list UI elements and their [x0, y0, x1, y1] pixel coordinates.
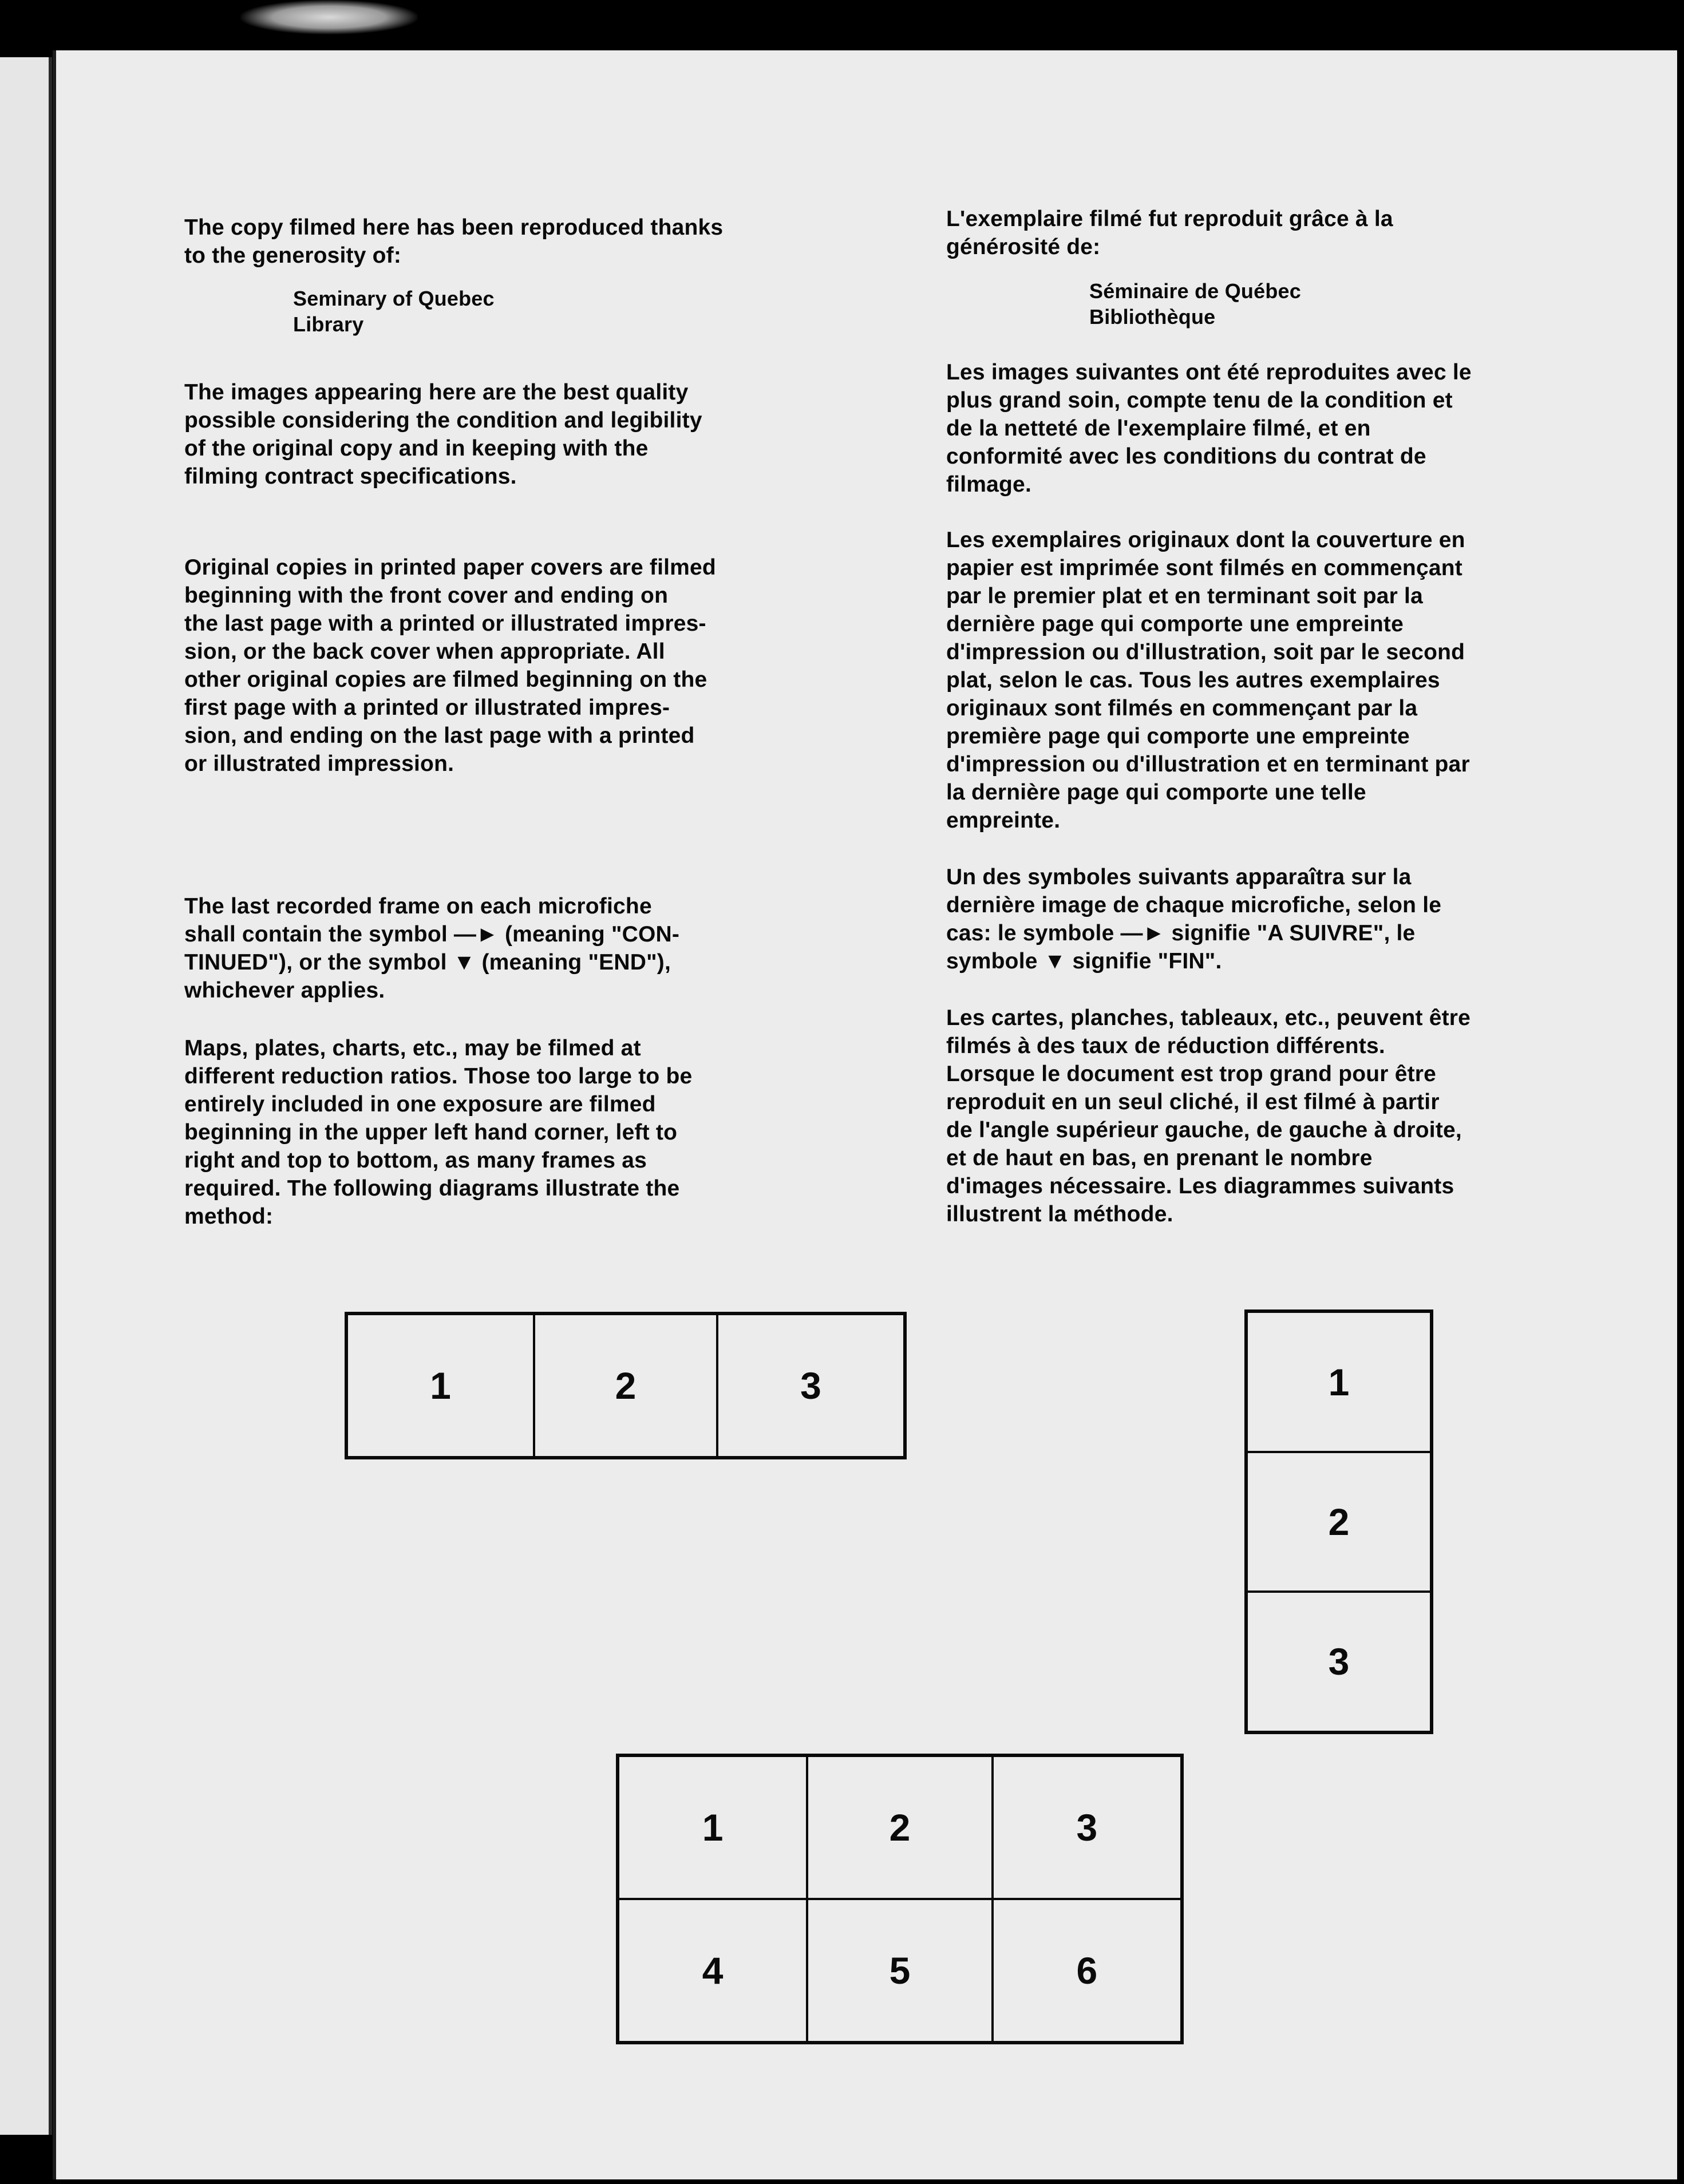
- english-original-copies: Original copies in printed paper covers are filmed beginning with the front cover and ending on the last page with a printed or illustrated impres- sion, or the back cover when appropriate. All other original copies are filmed beginning on the first page with a printed or illustrated impres- sion, and ending on the last page with a printed or illustrated impression.: [184, 555, 716, 776]
- diagram-column-three-frames: [1244, 1309, 1433, 1734]
- frame-cell: 4: [618, 1899, 807, 2043]
- english-image-quality: The images appearing here are the best quality possible considering the condition and legibility of the original copy and in keeping with the filming contract specifications.: [184, 380, 702, 489]
- french-institution: Séminaire de Québec Bibliothèque: [1089, 279, 1301, 329]
- english-institution: Seminary of Quebec Library: [293, 287, 495, 336]
- diagram-grid-six-frames: [616, 1754, 1184, 2044]
- french-maps-plates: Les cartes, planches, tableaux, etc., peuvent être filmés à des taux de réduction différents. Lorsque le document est trop grand pour être reproduit en un seul cliché, il est filmé à partir de l'angle supérieur gauche, de gauche à droite, et de haut en bas, en prenant le nombre d'images nécessaire. Les diagrammes suivants illustrent la méthode.: [946, 1006, 1471, 1226]
- french-image-quality: Les images suivantes ont été reproduites avec le plus grand soin, compte tenu de la condition et de la netteté de l'exemplaire filmé, et en conformité avec les conditions du contrat de filmage.: [946, 360, 1472, 497]
- frame-cell: 3: [993, 1755, 1182, 1899]
- frame-cell: 2: [1246, 1452, 1432, 1591]
- french-last-frame: Un des symboles suivants apparaîtra sur la dernière image de chaque microfiche, selon le cas: le symbole —► signifie "A SUIVRE", le symbole ▼ signifie "FIN".: [946, 865, 1442, 974]
- diagram-row-three-frames: [345, 1312, 907, 1459]
- english-maps-plates: Maps, plates, charts, etc., may be filmed at different reduction ratios. Those too large to be entirely included in one exposure are filmed beginning in the upper left hand corner, left to right and top to bottom, as many frames as required. The following diagrams illustrate the method:: [184, 1036, 693, 1229]
- scan-artifact: [240, 0, 418, 34]
- document-page: [53, 50, 1677, 2179]
- frame-cell: 2: [807, 1755, 992, 1899]
- frame-cell: 1: [1246, 1311, 1432, 1452]
- french-intro: L'exemplaire filmé fut reproduit grâce à la générosité de:: [946, 207, 1393, 259]
- french-original-copies: Les exemplaires originaux dont la couverture en papier est imprimée sont filmés en commençant par le premier plat et en terminant soit par la dernière page qui comporte une empreinte d'impression ou d'illustration, soit par le second plat, selon le cas. Tous les autres exemplaires originaux sont filmés en commençant par la première page qui comporte une empreinte d'impression ou d'illustration et en terminant par la dernière page qui comporte une telle empreinte.: [946, 528, 1470, 833]
- frame-cell: 2: [534, 1313, 717, 1458]
- english-last-frame: The last recorded frame on each microfiche shall contain the symbol —► (meaning "CON- TINUED"), or the symbol ▼ (meaning "END"), whichever applies.: [184, 894, 680, 1003]
- frame-cell: 3: [1246, 1592, 1432, 1732]
- adjacent-page-strip: [0, 57, 52, 2135]
- frame-cell: 1: [618, 1755, 807, 1899]
- frame-cell: 3: [717, 1313, 905, 1458]
- frame-cell: 1: [346, 1313, 534, 1458]
- frame-cell: 6: [993, 1899, 1182, 2043]
- english-column: [184, 213, 888, 1231]
- english-intro: The copy filmed here has been reproduced thanks to the generosity of:: [184, 215, 724, 268]
- frame-cell: 5: [807, 1899, 992, 2043]
- french-column: [946, 205, 1662, 1228]
